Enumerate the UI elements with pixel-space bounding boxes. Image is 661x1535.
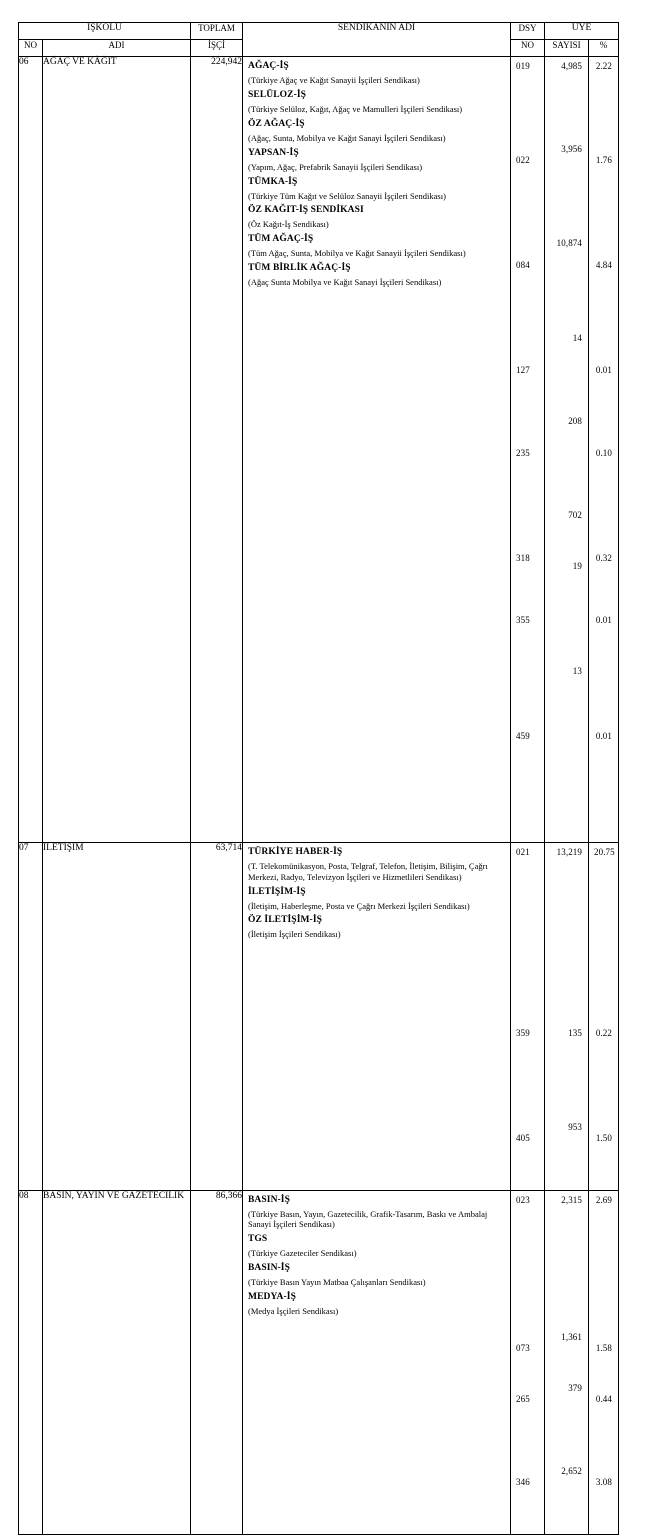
uye-sayisi: [545, 843, 588, 1024]
uye-yuzde-value: 0.10: [595, 448, 612, 459]
union-name: TÜM BİRLİK AĞAÇ-İŞ: [248, 263, 351, 274]
union-entry: [243, 1259, 510, 1288]
uye-yuzde: [589, 361, 618, 444]
uye-sayisi: [545, 1024, 588, 1118]
uye-yuzde-value: 0.01: [595, 730, 612, 741]
table-body: [19, 57, 619, 1535]
union-entry: [243, 911, 510, 940]
sendika-list-cell: [243, 57, 511, 843]
dsy-no: [511, 1473, 544, 1524]
uye-sayisi: [545, 1462, 588, 1513]
dsy-no: [511, 843, 544, 1024]
isko-no: 07: [19, 842, 43, 1190]
dsy-no-value: 023: [516, 1194, 530, 1205]
uye-yuzde: [589, 611, 618, 727]
union-entry: [243, 144, 510, 173]
uye-sayisi-value: 208: [568, 415, 582, 426]
union-name: TÜRKİYE HABER-İŞ: [248, 846, 343, 857]
uye-yuzde-value: 2.22: [595, 61, 612, 71]
union-name: TGS: [248, 1234, 268, 1245]
dsy-no-value: 355: [516, 614, 530, 625]
uye-yuzde-list-cell: [589, 1190, 619, 1534]
uye-sayisi-value: 379: [568, 1382, 582, 1393]
dsy-no-value: 021: [516, 846, 530, 857]
uye-sayisi: [545, 329, 588, 412]
uye-sayisi-value: 135: [568, 1027, 582, 1038]
union-description: (Türkiye Basın, Yayın, Gazetecilik, Grafik-Tasarım, Baskı ve Ambalaj Sanayi İşçileri Sendikası): [248, 1208, 488, 1230]
dsy-list-cell: [511, 57, 545, 843]
union-description: (Ağaç Sunta Mobilya ve Kağıt Sanayi İşçileri Sendikası): [248, 277, 442, 288]
header-no: NO: [19, 40, 43, 57]
uye-sayisi-value: 19: [572, 560, 582, 571]
uye-yuzde-value: 0.32: [595, 553, 612, 564]
dsy-no-value: 318: [516, 553, 530, 564]
union-name: MEDYA-İŞ: [248, 1292, 296, 1302]
uye-sayisi: [545, 557, 588, 662]
uye-sayisi-value: 2,652: [561, 1466, 582, 1476]
toplam-isci-value: 224,942: [191, 57, 243, 843]
uye-sayisi-list-cell: [545, 842, 589, 1190]
union-description: (Ağaç, Sunta, Mobilya ve Kağıt Sanayi İşçileri Sendikası): [248, 132, 446, 143]
union-name: ÖZ İLETİŞİM-İŞ: [248, 915, 322, 926]
uye-sayisi-value: 953: [568, 1122, 582, 1132]
uye-yuzde: [589, 151, 618, 256]
toplam-isci-value: 86,366: [191, 1190, 243, 1534]
union-name: TÜM AĞAÇ-İŞ: [248, 234, 314, 245]
uye-yuzde: [589, 1390, 618, 1473]
union-entry: [243, 1230, 510, 1259]
uye-sayisi-value: 2,315: [561, 1194, 582, 1205]
dsy-no-value: 459: [516, 730, 530, 741]
union-description: (Tüm Ağaç, Sunta, Mobilya ve Kağıt Sanayii İşçileri Sendikası): [248, 248, 466, 259]
uye-sayisi-value: 13,219: [556, 846, 582, 857]
uye-yuzde: [589, 57, 618, 151]
uye-sayisi-value: 4,985: [561, 61, 582, 71]
header-dsy-line2: NO: [511, 40, 545, 57]
union-entry: [243, 86, 510, 115]
uye-yuzde: [589, 1024, 618, 1129]
header-toplam-isci-line1: TOPLAM: [191, 23, 243, 40]
uye-sayisi: [545, 57, 588, 140]
union-entry: [243, 1191, 510, 1231]
union-entry: [243, 883, 510, 912]
union-name: ÖZ AĞAÇ-İŞ: [248, 118, 305, 129]
uye-sayisi-value: 13: [572, 665, 582, 676]
union-description: (İletişim İşçileri Sendikası): [248, 929, 341, 940]
toplam-isci-value: 63,714: [191, 842, 243, 1190]
header-isko lu: İŞKOLU: [19, 23, 191, 40]
uye-sayisi: [545, 662, 588, 756]
dsy-list-cell: [511, 1190, 545, 1534]
uye-yuzde-value: 1.76: [595, 155, 612, 166]
union-description: (Türkiye Gazeteciler Sendikası): [248, 1248, 357, 1259]
union-entry: [243, 843, 510, 883]
uye-yuzde-value: 1.50: [595, 1132, 612, 1143]
dsy-no: [511, 1129, 544, 1180]
header-uye: ÜYE: [545, 23, 619, 40]
uye-yuzde: [589, 1129, 618, 1180]
union-entry: [243, 201, 510, 230]
union-description: (Türkiye Tüm Kağıt ve Selüloz Sanayii İşçileri Sendikası): [248, 190, 446, 201]
header-uye-sayisi: SAYISI: [545, 40, 589, 57]
sendika-list-cell: [243, 842, 511, 1190]
union-name: YAPSAN-İŞ: [248, 147, 299, 158]
table-header: [19, 23, 619, 57]
uye-yuzde: [589, 727, 618, 832]
uye-yuzde-list-cell: [589, 842, 619, 1190]
uye-sayisi-value: 702: [568, 509, 582, 520]
union-description: (Öz Kağıt-İş Sendikası): [248, 219, 329, 230]
union-description: (Yapım, Ağaç, Prefabrik Sanayii İşçileri Sendikası): [248, 161, 423, 172]
uye-sayisi: [545, 234, 588, 328]
dsy-no-value: 084: [516, 260, 530, 271]
union-description: (T. Telekomünikasyon, Posta, Telgraf, Telefon, İletişim, Bilişim, Çağrı Merkezi, Radyo, Televizyon İşçileri ve Hizmetlileri Sendikası): [248, 860, 488, 882]
dsy-no-value: 405: [516, 1132, 530, 1143]
uye-sayisi: [545, 140, 588, 234]
dsy-no: [511, 361, 544, 444]
header-uye-yuzde: %: [589, 40, 619, 57]
union-entry: [243, 230, 510, 259]
uye-sayisi: [545, 1328, 588, 1379]
dsy-list-cell: [511, 842, 545, 1190]
uye-sayisi-value: 14: [572, 332, 582, 343]
union-name: AĞAÇ-İŞ: [248, 61, 289, 71]
union-statistics-table: [18, 22, 619, 1535]
dsy-no-value: 359: [516, 1027, 530, 1038]
uye-yuzde: [589, 1473, 618, 1524]
header-row-1: [19, 23, 619, 40]
uye-sayisi-value: 1,361: [561, 1332, 582, 1343]
union-name: İLETİŞİM-İŞ: [248, 886, 306, 897]
dsy-no-value: 265: [516, 1393, 530, 1404]
header-dsy-line1: DSY: [511, 23, 545, 40]
dsy-no: [511, 549, 544, 611]
uye-yuzde-value: 2.69: [595, 1194, 612, 1205]
header-adi: ADI: [43, 40, 191, 57]
dsy-no-value: 022: [516, 155, 530, 166]
uye-yuzde: [589, 444, 618, 549]
table-row: [19, 57, 619, 843]
union-entry: [243, 57, 510, 86]
union-description: (Türkiye Selüloz, Kağıt, Ağaç ve Mamulleri İşçileri Sendikası): [248, 103, 463, 114]
dsy-no: [511, 256, 544, 361]
uye-yuzde: [589, 549, 618, 611]
dsy-no-value: 073: [516, 1343, 530, 1353]
uye-yuzde: [589, 256, 618, 361]
isko-adi: BASIN, YAYIN VE GAZETECİLİK: [43, 1190, 191, 1534]
uye-sayisi: [545, 1191, 588, 1329]
dsy-no-value: 346: [516, 1476, 530, 1487]
uye-sayisi: [545, 506, 588, 557]
union-description: (Türkiye Ağaç ve Kağıt Sanayii İşçileri Sendikası): [248, 75, 420, 85]
uye-yuzde-value: 0.01: [595, 614, 612, 625]
union-name: BASIN-İŞ: [248, 1263, 290, 1274]
union-description: (İletişim, Haberleşme, Posta ve Çağrı Merkezi İşçileri Sendikası): [248, 900, 470, 911]
dsy-no: [511, 57, 544, 151]
uye-yuzde: [589, 1191, 618, 1340]
uye-sayisi: [545, 412, 588, 506]
table-row: [19, 1190, 619, 1534]
uye-sayisi: [545, 1379, 588, 1462]
union-entry: [243, 1288, 510, 1317]
uye-sayisi-value: 3,956: [561, 144, 582, 155]
union-name: BASIN-İŞ: [248, 1194, 290, 1205]
uye-yuzde-value: 20.75: [594, 846, 615, 857]
table-row: [19, 842, 619, 1190]
uye-yuzde-value: 0.22: [595, 1027, 612, 1038]
uye-yuzde-value: 1.58: [595, 1343, 612, 1353]
uye-sayisi-list-cell: [545, 57, 589, 843]
isko-no: 06: [19, 57, 43, 843]
isko-adi: İLETİŞİM: [43, 842, 191, 1190]
union-entry: [243, 173, 510, 202]
sendika-list-cell: [243, 1190, 511, 1534]
dsy-no: [511, 1024, 544, 1129]
dsy-no: [511, 444, 544, 549]
dsy-no: [511, 151, 544, 256]
uye-yuzde: [589, 843, 618, 1024]
uye-yuzde-value: 3.08: [595, 1476, 612, 1487]
dsy-no: [511, 727, 544, 832]
dsy-no: [511, 1191, 544, 1340]
uye-yuzde: [589, 1339, 618, 1390]
isko-adi: AĞAÇ VE KÂĞIT: [43, 57, 191, 843]
union-name: TÜMKA-İŞ: [248, 176, 298, 187]
uye-sayisi: [545, 1118, 588, 1169]
uye-sayisi-value: 10,874: [556, 238, 582, 249]
dsy-no-value: 235: [516, 448, 530, 459]
union-entry: [243, 115, 510, 144]
uye-yuzde-value: 4.84: [595, 260, 612, 271]
union-name: SELÜLOZ-İŞ: [248, 89, 307, 100]
header-sendika-adi: SENDİKANIN ADI: [243, 23, 511, 57]
dsy-no-value: 127: [516, 365, 530, 376]
uye-yuzde-list-cell: [589, 57, 619, 843]
union-name: ÖZ KAĞIT-İŞ SENDİKASI: [248, 205, 364, 216]
uye-sayisi-list-cell: [545, 1190, 589, 1534]
dsy-no: [511, 1339, 544, 1390]
dsy-no-value: 019: [516, 61, 530, 71]
dsy-no: [511, 611, 544, 727]
union-entry: [243, 259, 510, 288]
union-description: (Medya İşçileri Sendikası): [248, 1306, 339, 1316]
isko-no: 08: [19, 1190, 43, 1534]
uye-yuzde-value: 0.44: [595, 1393, 612, 1404]
uye-yuzde-value: 0.01: [595, 365, 612, 376]
header-toplam-isci-line2: İŞÇİ: [191, 40, 243, 57]
union-description: (Türkiye Basın Yayın Matbaa Çalışanları Sendikası): [248, 1277, 426, 1288]
dsy-no: [511, 1390, 544, 1473]
